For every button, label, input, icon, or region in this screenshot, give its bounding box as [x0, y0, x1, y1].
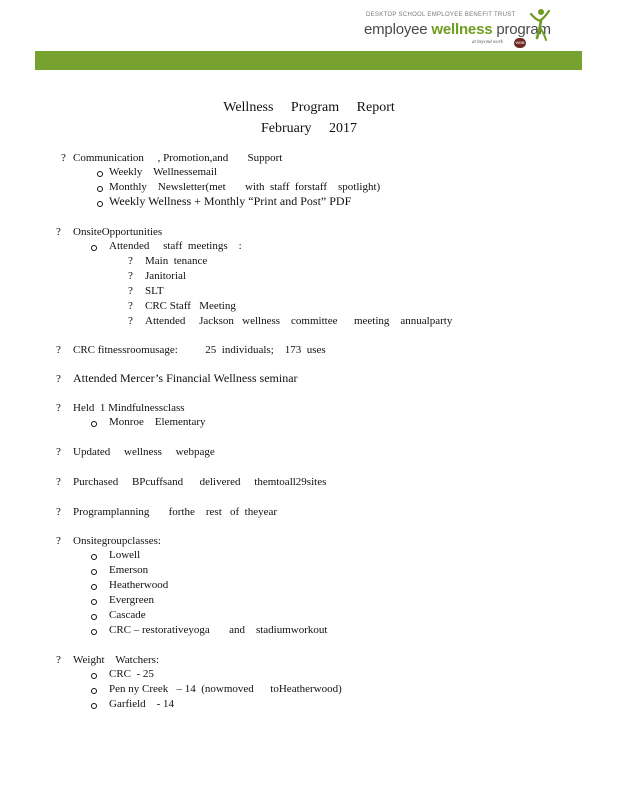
list-item: CRC fitnessroomusage: 25 individuals; 173 uses: [73, 344, 326, 356]
bullet-marker: ?: [56, 402, 61, 414]
list-item: Communication , Promotion,and Support: [73, 152, 283, 164]
header-bar: [35, 51, 582, 70]
sub-bullet-circle: [91, 584, 97, 590]
sub-list-item: Weekly Wellnessemail: [109, 166, 217, 178]
bullet-marker: ?: [56, 226, 61, 238]
report-title: Wellness Program Report: [223, 100, 395, 115]
list-item: Updated wellness webpage: [73, 446, 215, 458]
logo-wordmark: employee wellness program: [364, 21, 551, 38]
list-item: Held 1 Mindfulnessclass: [73, 402, 185, 414]
sub-bullet-circle: [97, 171, 103, 177]
list-item: Programplanning forthe rest of theyear: [73, 506, 278, 518]
bullet-marker: ?: [61, 152, 66, 164]
list-item: Purchased BPcuffsand delivered themtoall29sites: [73, 476, 327, 488]
sub-list-item: Emerson: [109, 564, 149, 576]
bullet-marker: ?: [56, 476, 61, 488]
sub-bullet-circle: [91, 629, 97, 635]
report-date: February 2017: [260, 121, 358, 136]
sub-list-item: Evergreen: [109, 594, 154, 606]
bullet-marker: ?: [56, 446, 61, 458]
bullet-marker: ?: [56, 373, 61, 385]
logo-trust-name: DESKTOP SCHOOL EMPLOYEE BENEFIT TRUST: [366, 12, 516, 18]
sub-sub-list-item: CRC Staff Meeting: [145, 300, 236, 312]
sub-bullet-circle: [91, 554, 97, 560]
sub-bullet-circle: [91, 245, 97, 251]
sub-sub-list-item: SLT: [145, 285, 164, 297]
bullet-marker: ?: [56, 654, 61, 666]
sub-sub-list-item: Janitorial: [145, 270, 186, 282]
sub-bullet-circle: [97, 186, 103, 192]
sub-list-item: Pen ny Creek – 14 (nowmoved toHeatherwood): [109, 683, 342, 695]
sub-bullet-circle: [91, 673, 97, 679]
bullet-marker: ?: [56, 344, 61, 356]
logo-badge: WBB: [514, 38, 526, 48]
person-figure-icon: [528, 8, 550, 42]
sub-bullet-circle: [91, 614, 97, 620]
sub-list-item: Weekly Wellness + Monthly “Print and Post” PDF: [109, 194, 352, 208]
sub-sub-bullet-marker: ?: [128, 255, 133, 267]
sub-bullet-circle: [91, 421, 97, 427]
sub-sub-bullet-marker: ?: [128, 300, 133, 312]
bullet-marker: ?: [56, 506, 61, 518]
list-item: Attended Mercer’s Financial Wellness seminar: [73, 371, 298, 385]
sub-sub-list-item: Attended Jackson wellness committee meeting annualparty: [145, 315, 453, 327]
sub-list-item: CRC – restorativeyoga and stadiumworkout: [109, 624, 328, 636]
sub-bullet-circle: [91, 599, 97, 605]
sub-list-item: Monroe Elementary: [109, 416, 206, 428]
list-item: OnsiteOpportunities: [73, 226, 163, 238]
list-item: Onsitegroupclasses:: [73, 535, 161, 547]
sub-sub-bullet-marker: ?: [128, 270, 133, 282]
sub-list-item: Garfield - 14: [109, 698, 175, 710]
sub-list-item: Attended staff meetings :: [109, 240, 242, 252]
list-item: Weight Watchers:: [73, 654, 160, 666]
sub-list-item: Monthly Newsletter(met with staff forstaff spotlight): [109, 181, 381, 193]
bullet-marker: ?: [56, 535, 61, 547]
sub-sub-list-item: Main tenance: [145, 255, 208, 267]
sub-list-item: CRC - 25: [109, 668, 154, 680]
sub-list-item: Heatherwood: [109, 579, 169, 591]
sub-list-item: Lowell: [109, 549, 141, 561]
sub-bullet-circle: [97, 201, 103, 207]
logo-tagline: at beyond work: [472, 40, 503, 45]
sub-bullet-circle: [91, 703, 97, 709]
sub-list-item: Cascade: [109, 609, 146, 621]
sub-bullet-circle: [91, 688, 97, 694]
sub-sub-bullet-marker: ?: [128, 315, 133, 327]
wellness-program-logo: [360, 8, 560, 50]
sub-sub-bullet-marker: ?: [128, 285, 133, 297]
sub-bullet-circle: [91, 569, 97, 575]
